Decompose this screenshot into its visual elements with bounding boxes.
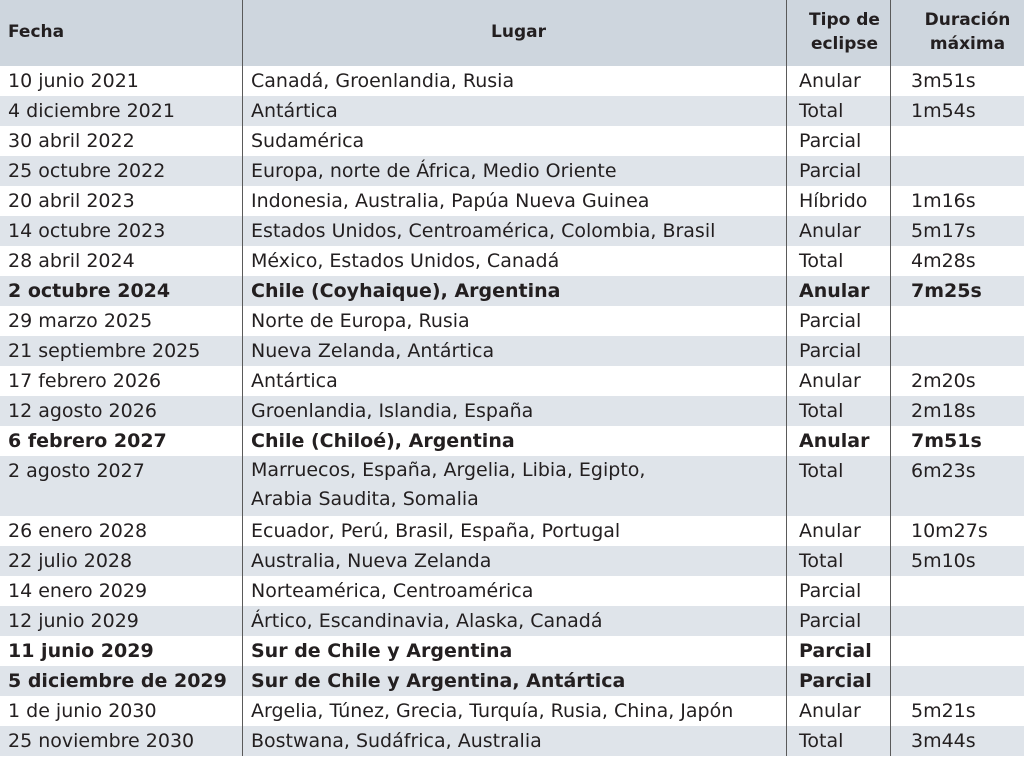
cell-type: Parcial — [786, 606, 890, 636]
cell-place: Sur de Chile y Argentina, Antártica — [242, 666, 786, 696]
cell-type: Total — [786, 546, 890, 576]
cell-duration — [890, 126, 1024, 156]
cell-date: 21 septiembre 2025 — [0, 336, 242, 366]
cell-date: 1 de junio 2030 — [8, 700, 157, 722]
cell-date: 2 agosto 2027 — [0, 456, 242, 516]
cell-type: Anular — [786, 216, 890, 246]
cell-place: Marruecos, España, Argelia, Libia, Egipto, Arabia Saudita, Somalia — [242, 456, 786, 516]
cell-type: Total — [786, 96, 890, 126]
cell-type: Parcial — [786, 336, 890, 366]
cell-type: Anular — [786, 696, 890, 726]
cell-type: Parcial — [786, 306, 890, 336]
cell-duration: 2m18s — [890, 396, 1024, 426]
cell-duration — [890, 576, 1024, 606]
cell-type: Anular — [786, 366, 890, 396]
cell-place: Nueva Zelanda, Antártica — [242, 336, 786, 366]
cell-duration: 1m54s — [890, 96, 1024, 126]
cell-place: Ártico, Escandinavia, Alaska, Canadá — [242, 606, 786, 636]
cell-duration: 3m44s — [890, 726, 1024, 756]
cell-date: 12 agosto 2026 — [0, 396, 242, 426]
cell-date: 6 febrero 2027 — [8, 430, 167, 452]
cell-place: Chile (Coyhaique), Argentina — [242, 276, 786, 306]
cell-date: 25 noviembre 2030 — [0, 726, 242, 756]
cell-type: Anular — [786, 426, 890, 456]
cell-date: 30 abril 2022 — [8, 130, 135, 152]
header-type: Tipo de eclipse — [786, 0, 890, 66]
cell-place: Bostwana, Sudáfrica, Australia — [242, 726, 786, 756]
cell-date: 17 febrero 2026 — [8, 370, 162, 392]
cell-duration: 6m23s — [890, 456, 1024, 516]
cell-type: Parcial — [786, 636, 890, 666]
cell-place: Groenlandia, Islandia, España — [242, 396, 786, 426]
cell-duration: 10m27s — [890, 516, 1024, 546]
cell-duration — [890, 666, 1024, 696]
cell-date: 25 octubre 2022 — [0, 156, 242, 186]
cell-duration: 5m21s — [890, 696, 1024, 726]
cell-place: Antártica — [242, 96, 786, 126]
cell-date: 14 octubre 2023 — [0, 216, 242, 246]
cell-duration: 2m20s — [890, 366, 1024, 396]
cell-date: 10 junio 2021 — [8, 70, 139, 92]
cell-type: Anular — [786, 66, 890, 96]
cell-type: Parcial — [786, 576, 890, 606]
cell-type: Parcial — [786, 126, 890, 156]
cell-date: 5 diciembre de 2029 — [0, 666, 242, 696]
cell-type: Parcial — [786, 666, 890, 696]
cell-date: 2 octubre 2024 — [0, 276, 242, 306]
cell-duration: 3m51s — [890, 66, 1024, 96]
cell-duration: 4m28s — [890, 246, 1024, 276]
cell-place: México, Estados Unidos, Canadá — [242, 246, 786, 276]
cell-place: Chile (Chiloé), Argentina — [242, 426, 786, 456]
cell-date: 11 junio 2029 — [8, 640, 154, 662]
cell-duration — [890, 336, 1024, 366]
cell-type: Total — [786, 246, 890, 276]
cell-place: Ecuador, Perú, Brasil, España, Portugal — [242, 516, 786, 546]
cell-place: Estados Unidos, Centroamérica, Colombia, Brasil — [242, 216, 786, 246]
cell-place: Argelia, Túnez, Grecia, Turquía, Rusia, China, Japón — [242, 696, 786, 726]
cell-duration — [890, 306, 1024, 336]
cell-place: Europa, norte de África, Medio Oriente — [242, 156, 786, 186]
header-date: Fecha — [0, 0, 242, 66]
cell-place: Canadá, Groenlandia, Rusia — [242, 66, 786, 96]
cell-duration — [890, 636, 1024, 666]
cell-date: 12 junio 2029 — [0, 606, 242, 636]
cell-duration — [890, 606, 1024, 636]
header-duration: Duración máxima — [890, 0, 1024, 66]
cell-duration: 1m16s — [890, 186, 1024, 216]
cell-date: 28 abril 2024 — [8, 250, 135, 272]
cell-date: 14 enero 2029 — [8, 580, 148, 602]
cell-date: 26 enero 2028 — [8, 520, 148, 542]
cell-place: Sudamérica — [242, 126, 786, 156]
cell-date: 20 abril 2023 — [8, 190, 135, 212]
cell-type: Total — [786, 726, 890, 756]
cell-place: Indonesia, Australia, Papúa Nueva Guinea — [242, 186, 786, 216]
cell-place: Australia, Nueva Zelanda — [242, 546, 786, 576]
header-place: Lugar — [242, 0, 786, 66]
cell-type: Parcial — [786, 156, 890, 186]
cell-type: Híbrido — [786, 186, 890, 216]
cell-place: Norte de Europa, Rusia — [242, 306, 786, 336]
cell-date: 29 marzo 2025 — [8, 310, 153, 332]
cell-duration: 5m10s — [890, 546, 1024, 576]
cell-place: Antártica — [242, 366, 786, 396]
cell-date: 22 julio 2028 — [0, 546, 242, 576]
cell-type: Total — [786, 396, 890, 426]
cell-duration — [890, 156, 1024, 186]
cell-duration: 7m51s — [890, 426, 1024, 456]
cell-type: Anular — [786, 516, 890, 546]
cell-date: 4 diciembre 2021 — [0, 96, 242, 126]
cell-place: Norteamérica, Centroamérica — [242, 576, 786, 606]
cell-duration: 7m25s — [890, 276, 1024, 306]
cell-place: Sur de Chile y Argentina — [242, 636, 786, 666]
cell-type: Anular — [786, 276, 890, 306]
cell-duration: 5m17s — [890, 216, 1024, 246]
cell-type: Total — [786, 456, 890, 516]
